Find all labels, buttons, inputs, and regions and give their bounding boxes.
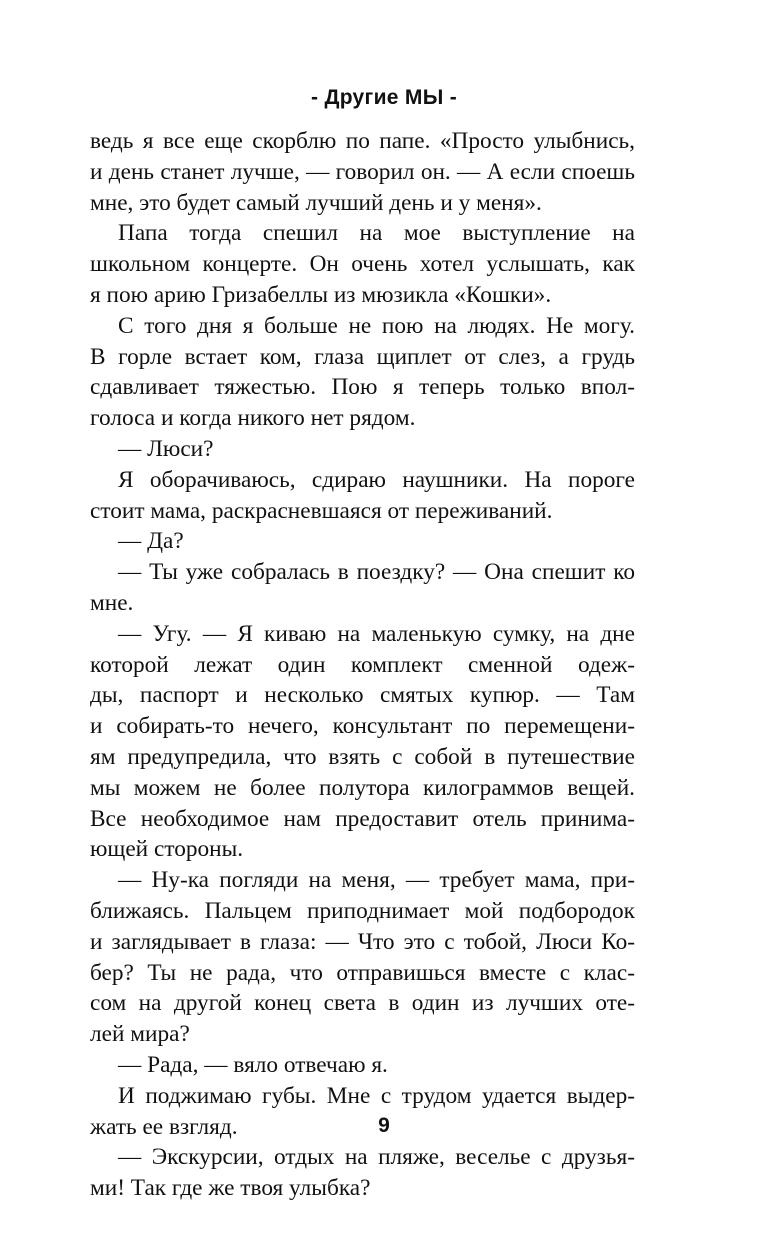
- text-line: мне.: [90, 589, 134, 616]
- text-line: лей мира?: [90, 1021, 190, 1048]
- text-line: — Рада, — вяло отвечаю я.: [118, 1051, 388, 1078]
- text-line: я пою арию Гризабеллы из мюзикла «Кошки».: [90, 281, 552, 308]
- text-line: ми! Так где же твоя улыбка?: [90, 1175, 371, 1202]
- text-line: Папа тогда спешил на мое выступление на: [118, 220, 635, 247]
- text-line: мы можем не более полутора килограммов вещей.: [90, 774, 635, 801]
- running-title: - Другие МЫ -: [311, 86, 457, 109]
- text-line: голоса и когда никого нет рядом.: [90, 405, 416, 432]
- text-line: В горле встает ком, глаза щиплет от слез, а грудь: [90, 343, 635, 370]
- text-line: — Люси?: [118, 435, 214, 462]
- text-line: — Да?: [118, 528, 184, 555]
- text-line: которой лежат один комплект сменной одеж-: [90, 651, 635, 678]
- text-line: Я оборачиваюсь, сдираю наушники. На пороге: [118, 466, 635, 493]
- text-line: ближаясь. Пальцем приподнимает мой подбородок: [90, 897, 635, 924]
- text-line: жать ее взгляд.: [90, 1113, 238, 1140]
- text-line: ведь я все еще скорблю по папе. «Просто улыбнись,: [90, 128, 635, 154]
- text-line: мне, это будет самый лучший день и у меня».: [90, 189, 542, 216]
- text-line: — Ты уже собралась в поездку? — Она спешит ко: [118, 559, 635, 586]
- text-line: С того дня я больше не пою на людях. Не могу.: [118, 312, 635, 339]
- text-line: — Ну-ка погляди на меня, — требует мама, при-: [118, 867, 635, 894]
- text-line: школьном концерте. Он очень хотел услышать, как: [90, 251, 635, 278]
- body-text: [90, 126, 635, 1204]
- page-number: 9: [378, 1114, 390, 1137]
- text-line: ющей стороны.: [90, 836, 244, 863]
- text-line: и день станет лучше, — говорил он. — А если споешь: [90, 158, 635, 185]
- text-line: бер? Ты не рада, что отправишься вместе с клас-: [90, 959, 635, 986]
- text-line: ям предупредила, что взять с собой в путешествие: [90, 743, 635, 770]
- text-line: — Угу. — Я киваю на маленькую сумку, на дне: [118, 620, 635, 647]
- text-line: Все необходимое нам предоставит отель принима-: [90, 805, 635, 832]
- text-line: стоит мама, раскрасневшаяся от переживаний.: [90, 497, 553, 524]
- text-line: сдавливает тяжестью. Пою я теперь только впол-: [90, 374, 635, 401]
- text-line: ды, паспорт и несколько смятых купюр. — Там: [90, 682, 635, 709]
- text-line: — Экскурсии, отдых на пляже, веселье с друзья-: [118, 1144, 635, 1171]
- text-line: И поджимаю губы. Мне с трудом удается выдер-: [118, 1082, 635, 1109]
- text-line: и собирать-то нечего, консультант по перемещени-: [90, 713, 635, 740]
- text-line: сом на другой конец света в один из лучших оте-: [90, 990, 635, 1017]
- text-line: и заглядывает в глаза: — Что это с тобой, Люси Ко-: [90, 928, 635, 955]
